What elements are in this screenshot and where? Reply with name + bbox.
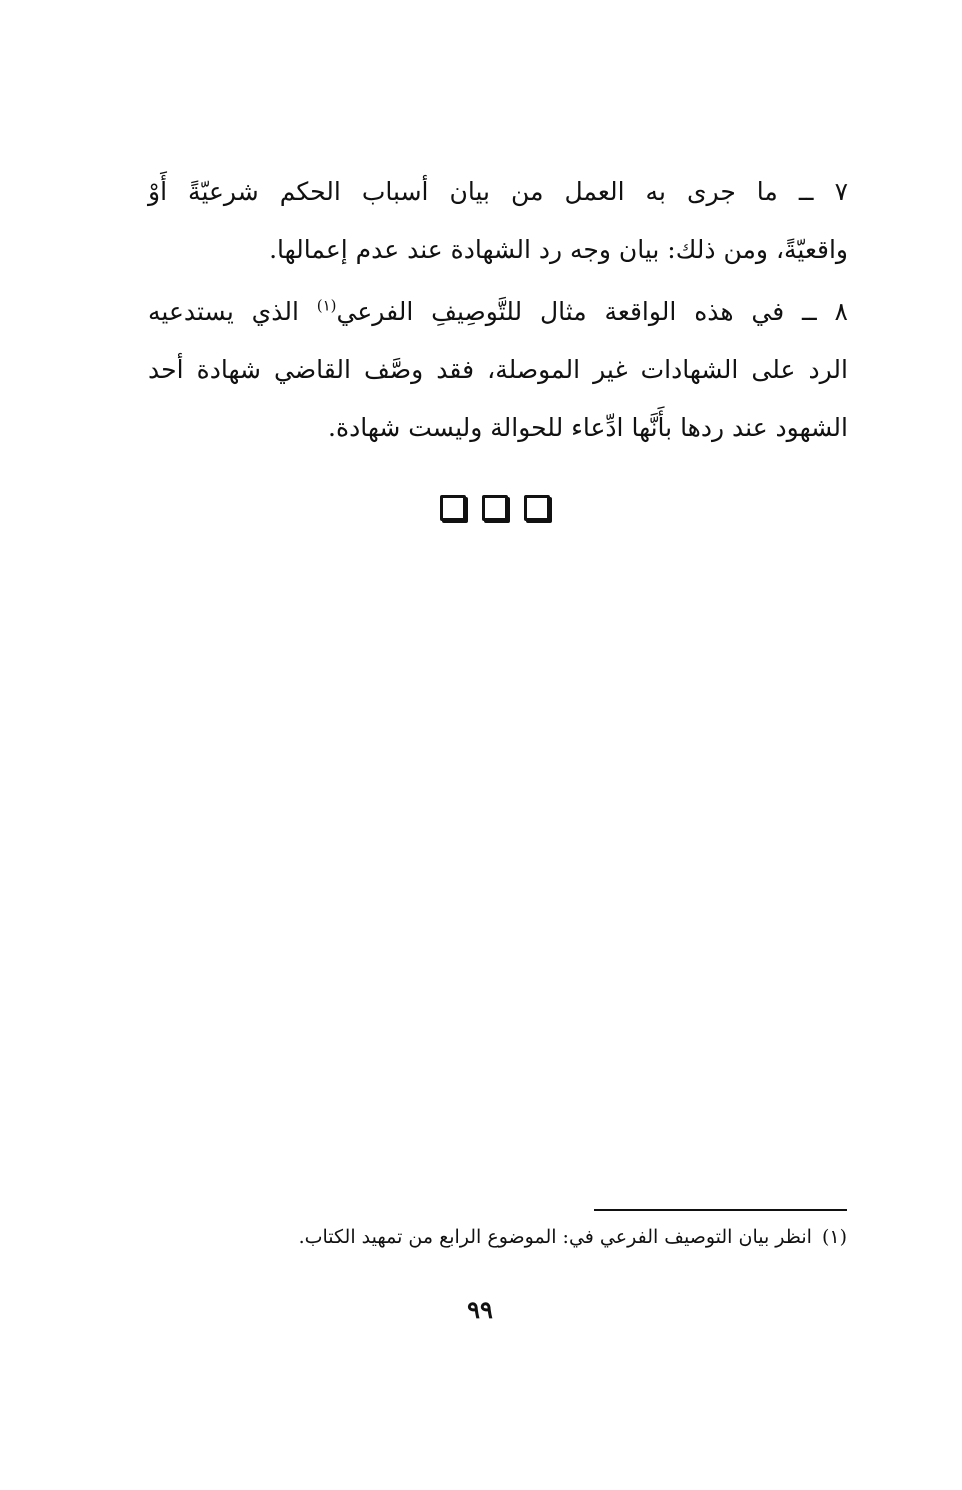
separator-square-icon — [524, 495, 550, 521]
footnote-reference[interactable]: (١) — [316, 296, 337, 315]
footnote-text: انظر بيان التوصيف الفرعي في: الموضوع الرابع من تمهيد الكتاب. — [298, 1226, 812, 1248]
paragraph-7 — [148, 163, 848, 279]
paragraph-8 — [148, 283, 848, 457]
footnote-divider — [594, 1209, 847, 1211]
paragraph-8-line-1 — [148, 283, 848, 341]
paragraph-7-line-1: ٧ ــ ما جرى به العمل من بيان أسباب الحكم شرعيّةً أَوْ — [148, 177, 848, 206]
paragraph-7-line-2: واقعيّةً، ومن ذلك: بيان وجه رد الشهادة عند عدم إعمالها. — [269, 235, 848, 264]
main-text — [148, 163, 848, 461]
separator-square-icon — [482, 495, 508, 521]
paragraph-8-line-1-start: ٨ ــ في هذه الواقعة مثال للتَّوصِيفِ الفرعي — [336, 297, 848, 326]
page-number: ٩٩ — [467, 1295, 493, 1324]
separator-square-icon — [440, 495, 466, 521]
footnote — [240, 1221, 847, 1253]
paragraph-8-line-1-end: الذي يستدعيه — [148, 297, 317, 326]
paragraph-8-line-3: الشهود عند ردها بأَنَّها ادِّعاء للحوالة وليست شهادة. — [328, 413, 848, 442]
section-separator — [440, 493, 550, 523]
footnote-number: (١) — [821, 1226, 847, 1248]
paragraph-8-line-2: الرد على الشهادات غير الموصلة، فقد وصَّف القاضي شهادة أحد — [148, 355, 848, 384]
